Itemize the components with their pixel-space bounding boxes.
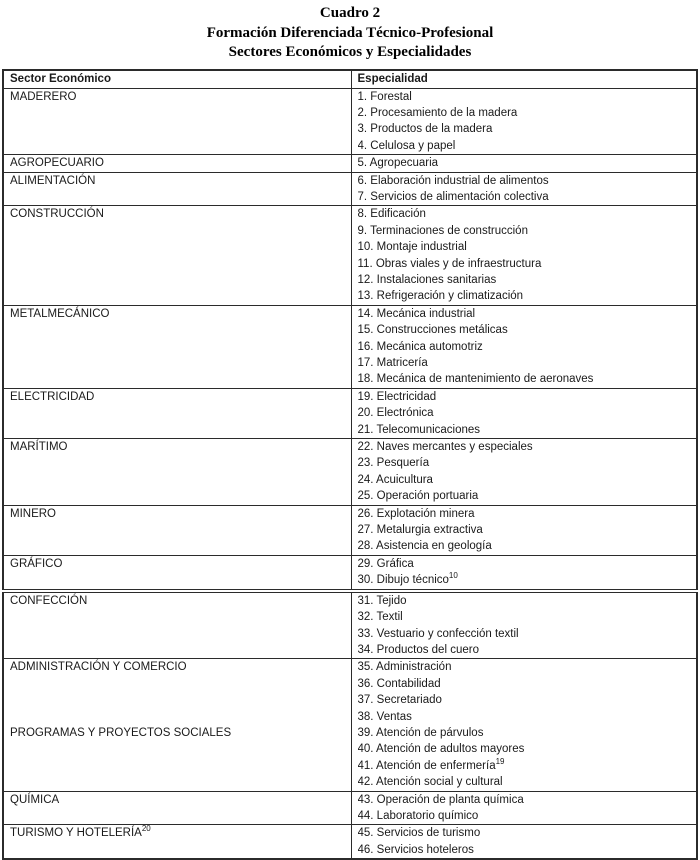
especialidad-item: 2. Procesamiento de la madera xyxy=(358,105,691,121)
table-row xyxy=(3,555,697,590)
sector-label: PROGRAMAS Y PROYECTOS SOCIALES xyxy=(10,727,231,739)
footnote-ref: 10 xyxy=(449,572,458,580)
title-line-3: Sectores Económicos y Especialidades xyxy=(2,43,698,63)
especialidad-item: 39. Atención de párvulos xyxy=(358,725,691,741)
especialidad-item: 41. Atención de enfermería$^{19}$ xyxy=(358,758,691,774)
especialidad-item: 14. Mecánica industrial xyxy=(358,306,691,322)
especialidad-item: 23. Pesquería xyxy=(358,455,691,471)
especialidad-item: 40. Atención de adultos mayores xyxy=(358,741,691,757)
title-line-2: Formación Diferenciada Técnico-Profesional xyxy=(2,24,698,44)
especialidad-cell xyxy=(351,305,697,388)
sector-label: ELECTRICIDAD xyxy=(10,391,94,403)
especialidad-cell xyxy=(351,725,697,791)
table-row xyxy=(3,725,697,791)
sector-cell xyxy=(3,791,351,825)
sectors-especialidades-table xyxy=(2,69,698,860)
sector-cell xyxy=(3,155,351,172)
especialidad-item: 26. Explotación minera xyxy=(358,506,691,522)
column-header-especialidad: Especialidad xyxy=(351,70,697,89)
especialidad-item: 11. Obras viales y de infraestructura xyxy=(358,256,691,272)
especialidad-item: 33. Vestuario y confección textil xyxy=(358,626,691,642)
especialidad-item: 36. Contabilidad xyxy=(358,676,691,692)
especialidad-item: 46. Servicios hoteleros xyxy=(358,842,691,858)
especialidad-item: 5. Agropecuaria xyxy=(358,155,691,171)
table-row xyxy=(3,439,697,506)
especialidad-item: 4. Celulosa y papel xyxy=(358,138,691,154)
table-row xyxy=(3,172,697,206)
table-row xyxy=(3,88,697,155)
sector-label: CONFECCIÓN xyxy=(10,595,87,607)
sector-cell xyxy=(3,659,351,725)
sector-cell xyxy=(3,172,351,206)
table-row xyxy=(3,305,697,388)
footnote-ref: 19 xyxy=(496,758,505,766)
sector-cell xyxy=(3,825,351,859)
especialidad-item: 8. Edificación xyxy=(358,206,691,222)
especialidad-cell xyxy=(351,505,697,555)
especialidad-item: 15. Construcciones metálicas xyxy=(358,322,691,338)
especialidad-item: 31. Tejido xyxy=(358,593,691,609)
especialidad-cell xyxy=(351,825,697,859)
sector-cell xyxy=(3,555,351,590)
document-title xyxy=(2,4,698,63)
sector-cell xyxy=(3,725,351,791)
especialidad-item: 27. Metalurgia extractiva xyxy=(358,522,691,538)
sector-cell xyxy=(3,505,351,555)
footnote-ref: 20 xyxy=(142,825,151,834)
especialidad-item: 37. Secretariado xyxy=(358,692,691,708)
table-row xyxy=(3,659,697,725)
especialidad-cell xyxy=(351,206,697,305)
table-row xyxy=(3,155,697,172)
table-row xyxy=(3,791,697,825)
table-row xyxy=(3,591,697,659)
especialidad-item: 20. Electrónica xyxy=(358,405,691,421)
especialidad-item: 30. Dibujo técnico$^{10}$ xyxy=(358,572,691,588)
sector-label: MINERO xyxy=(10,508,56,520)
especialidad-item: 9. Terminaciones de construcción xyxy=(358,223,691,239)
especialidad-cell xyxy=(351,155,697,172)
especialidad-item: 12. Instalaciones sanitarias xyxy=(358,272,691,288)
especialidad-item: 25. Operación portuaria xyxy=(358,488,691,504)
sector-label: GRÁFICO xyxy=(10,558,62,570)
especialidad-item: 6. Elaboración industrial de alimentos xyxy=(358,173,691,189)
especialidad-cell xyxy=(351,172,697,206)
especialidad-item: 16. Mecánica automotriz xyxy=(358,339,691,355)
sector-cell xyxy=(3,591,351,659)
sector-label: ALIMENTACIÓN xyxy=(10,175,95,187)
sector-label: QUÍMICA xyxy=(10,794,59,806)
especialidad-cell xyxy=(351,439,697,506)
sector-label: METALMECÁNICO xyxy=(10,308,109,320)
especialidad-item: 18. Mecánica de mantenimiento de aeronaves xyxy=(358,371,691,387)
table-row xyxy=(3,825,697,859)
sector-label: TURISMO Y HOTELERÍA xyxy=(10,827,142,839)
sector-cell xyxy=(3,206,351,305)
sector-cell xyxy=(3,305,351,388)
column-header-sector: Sector Económico xyxy=(3,70,351,89)
especialidad-item: 24. Acuicultura xyxy=(358,472,691,488)
especialidad-cell xyxy=(351,591,697,659)
sector-label: CONSTRUCCIÓN xyxy=(10,208,104,220)
sector-label: AGROPECUARIO xyxy=(10,157,104,169)
sector-label: MADERERO xyxy=(10,91,76,103)
especialidad-item: 3. Productos de la madera xyxy=(358,121,691,137)
especialidad-item: 28. Asistencia en geología xyxy=(358,538,691,554)
especialidad-item: 42. Atención social y cultural xyxy=(358,774,691,790)
sector-cell xyxy=(3,439,351,506)
especialidad-cell xyxy=(351,659,697,725)
especialidad-cell xyxy=(351,555,697,590)
table-header-row xyxy=(3,70,697,89)
especialidad-item: 34. Productos del cuero xyxy=(358,642,691,658)
especialidad-item: 17. Matricería xyxy=(358,355,691,371)
especialidad-item: 1. Forestal xyxy=(358,89,691,105)
sector-cell xyxy=(3,88,351,155)
table-row xyxy=(3,505,697,555)
especialidad-item: 32. Textil xyxy=(358,609,691,625)
sector-label: ADMINISTRACIÓN Y COMERCIO xyxy=(10,661,187,673)
especialidad-item: 38. Ventas xyxy=(358,709,691,725)
title-line-1: Cuadro 2 xyxy=(2,4,698,24)
especialidad-item: 13. Refrigeración y climatización xyxy=(358,288,691,304)
especialidad-item: 43. Operación de planta química xyxy=(358,792,691,808)
especialidad-cell xyxy=(351,791,697,825)
especialidad-item: 35. Administración xyxy=(358,659,691,675)
table-row xyxy=(3,388,697,438)
table-row xyxy=(3,206,697,305)
especialidad-item: 21. Telecomunicaciones xyxy=(358,422,691,438)
especialidad-item: 7. Servicios de alimentación colectiva xyxy=(358,189,691,205)
especialidad-item: 10. Montaje industrial xyxy=(358,239,691,255)
especialidad-item: 19. Electricidad xyxy=(358,389,691,405)
especialidad-item: 29. Gráfica xyxy=(358,556,691,572)
sector-cell xyxy=(3,388,351,438)
especialidad-cell xyxy=(351,88,697,155)
especialidad-item: 45. Servicios de turismo xyxy=(358,825,691,841)
especialidad-cell xyxy=(351,388,697,438)
especialidad-item: 44. Laboratorio químico xyxy=(358,808,691,824)
sector-label: MARÍTIMO xyxy=(10,441,68,453)
especialidad-item: 22. Naves mercantes y especiales xyxy=(358,439,691,455)
